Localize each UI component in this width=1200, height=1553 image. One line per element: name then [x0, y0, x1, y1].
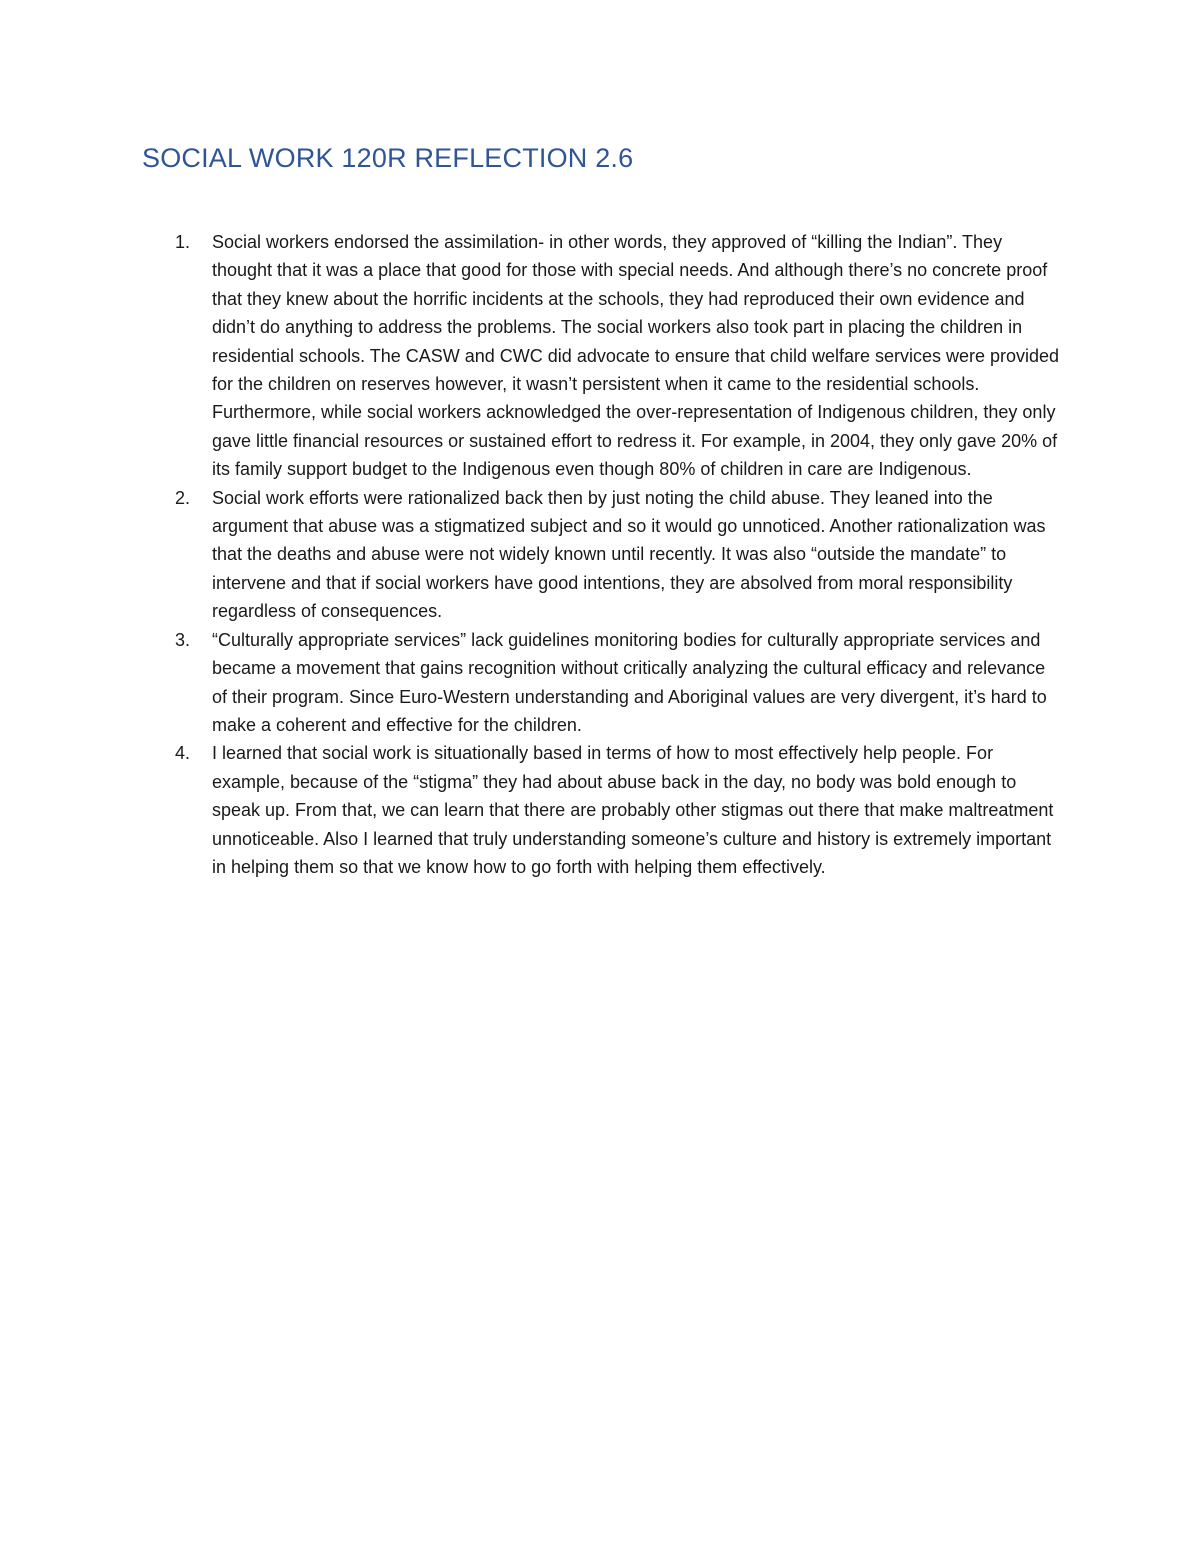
list-item-number: 4. — [175, 743, 191, 764]
list-item-number: 2. — [175, 487, 191, 508]
list-item-text: Social workers endorsed the assimilation- in other words, they approved of “killing the Indian”. They thought that it was a place that good for those with special needs. And although there’s no concrete proof that they knew about the horrific incidents at the schools, they had reproduced their own evidence and didn’t do anything to address the problems. The social workers also took part in placing the children in residential schools. The CASW and CWC did advocate to ensure that child welfare services were provided for the children on reserves however, it wasn’t persistent when it came to the residential schools. Furthermore, while social workers acknowledged the over-representation of Indigenous children, they only gave little financial resources or sustained effort to redress it. For example, in 2004, they only gave 20% of its family support budget to the Indigenous even though 80% of children in care are Indigenous. — [212, 232, 1060, 480]
list-item-text: “Culturally appropriate services” lack guidelines monitoring bodies for culturally appropriate services and became a movement that gains recognition without critically analyzing the cultural efficacy and relevance of their program. Since Euro-Western understanding and Aboriginal values are very divergent, it’s hard to make a coherent and effective for the children. — [212, 629, 1047, 735]
list-item — [142, 739, 1062, 881]
list-item — [142, 484, 1062, 626]
reflection-list — [142, 228, 1062, 881]
list-item — [142, 228, 1062, 484]
document-title: SOCIAL WORK 120R REFLECTION 2.6 — [142, 143, 634, 173]
list-item-number: 3. — [175, 629, 191, 650]
list-item — [142, 626, 1062, 740]
list-item-text: I learned that social work is situationally based in terms of how to most effectively help people. For example, because of the “stigma” they had about abuse back in the day, no body was bold enough to speak up. From that, we can learn that there are probably other stigmas out there that make maltreatment unnoticeable. Also I learned that truly understanding someone’s culture and history is extremely important in helping them so that we know how to go forth with helping them effectively. — [212, 743, 1054, 877]
list-item-number: 1. — [175, 232, 191, 252]
list-item-text: Social work efforts were rationalized back then by just noting the child abuse. They leaned into the argument that abuse was a stigmatized subject and so it would go unnoticed. Another rationalization was that the deaths and abuse were not widely known until recently. It was also “outside the mandate” to intervene and that if social workers have good intentions, they are absolved from moral responsibility regardless of consequences. — [212, 487, 1046, 622]
